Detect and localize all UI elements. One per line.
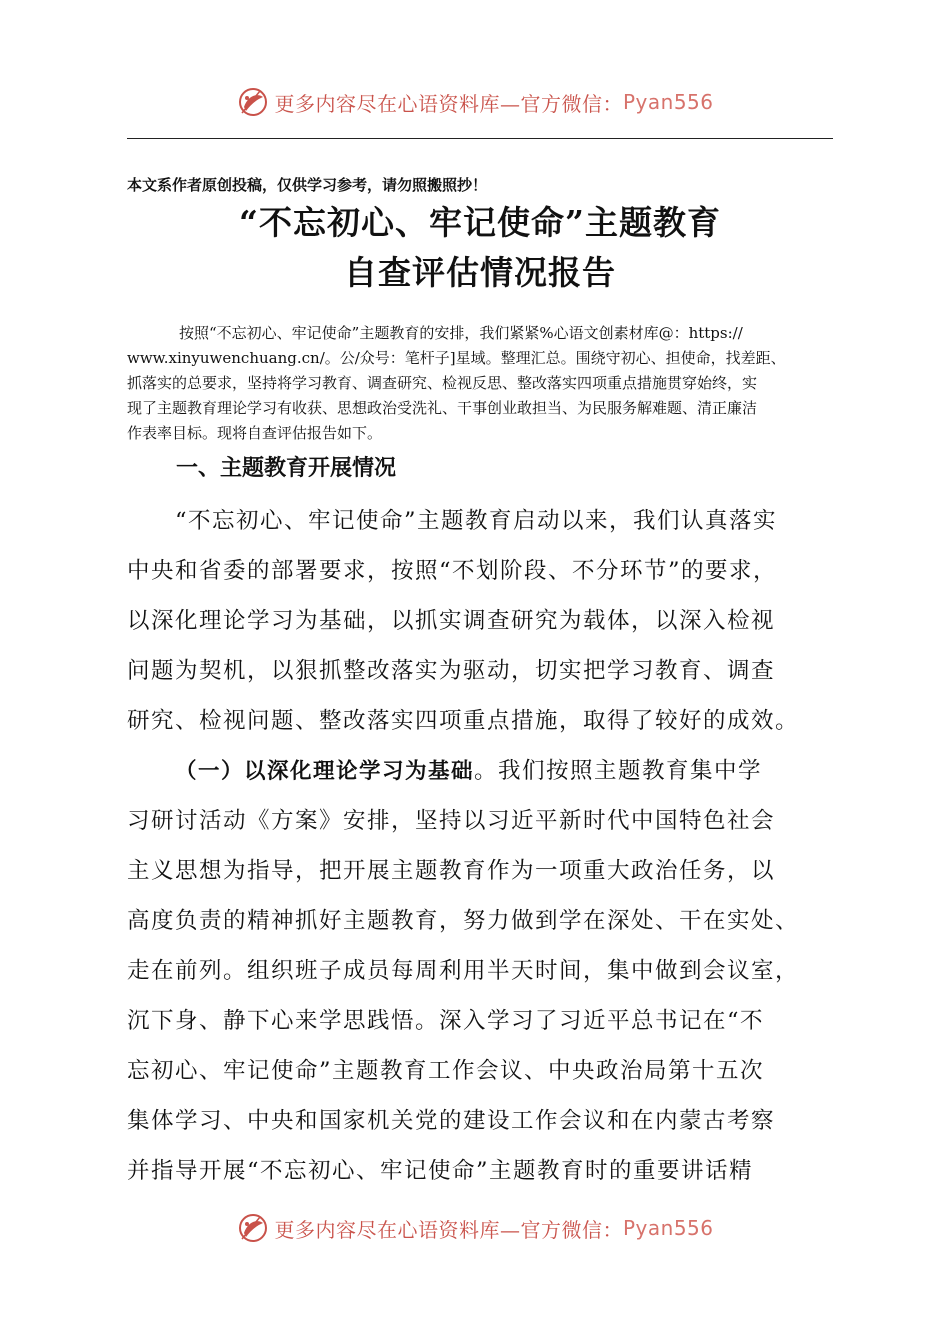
banner-text: 更多内容尽在心语资料库—官方微信： [274, 1217, 623, 1242]
doc-title-line-1: “不忘初心、牢记使命”主题教育 [239, 203, 721, 242]
body-line: “不忘初心、牢记使命”主题教育启动以来，我们认真落实 [175, 508, 778, 534]
brand-logo-icon [236, 1211, 270, 1245]
intro-line: 抓落实的总要求，坚持将学习教育、调查研究、检视反思、整改落实四项重点措施贯穿始终，实 [127, 374, 758, 392]
copyright-notice: 本文系作者原创投稿，仅供学习参考，请勿照搬照抄！ [127, 176, 488, 194]
intro-line: 按照“不忘初心、牢记使命”主题教育的安排，我们紧紧%心语文创素材库@：https:// [179, 324, 743, 342]
body-line: 主义思想为指导，把开展主题教育作为一项重大政治任务，以 [127, 858, 776, 884]
intro-line: 现了主题教育理论学习有收获、思想政治受洗礼、干事创业敢担当、为民服务解难题、清正廉洁 [127, 399, 758, 417]
body-text [127, 496, 833, 1196]
header-banner [0, 80, 950, 124]
body-line: 沉下身、静下心来学思践悟。深入学习了习近平总书记在“不 [127, 1008, 765, 1034]
body-line: 习研讨活动《方案》安排，坚持以习近平新时代中国特色社会 [127, 808, 776, 834]
subsection-first-line [127, 746, 833, 796]
intro-line: 作表率目标。现将自查评估报告如下。 [127, 424, 383, 442]
section-heading: 一、主题教育开展情况 [176, 456, 397, 481]
body-line: 集体学习、中央和国家机关党的建设工作会议和在内蒙古考察 [127, 1108, 776, 1134]
brand-logo-icon [236, 85, 270, 119]
subsection-first-text: 。我们按照主题教育集中学 [474, 758, 763, 784]
body-line: 并指导开展“不忘初心、牢记使命”主题教育时的重要讲话精 [127, 1158, 754, 1184]
banner-wechat-id: Pyan556 [622, 1216, 714, 1240]
body-line: 问题为契机，以狠抓整改落实为驱动，切实把学习教育、调查 [127, 658, 776, 684]
body-line: 中央和省委的部署要求，按照“不划阶段、不分环节”的要求， [127, 558, 778, 584]
footer-banner [0, 1206, 950, 1250]
header-divider [127, 138, 833, 139]
intro-paragraph [127, 321, 833, 446]
doc-title-line-2: 自查评估情况报告 [344, 253, 616, 292]
subsection-title: （一）以深化理论学习为基础 [175, 759, 475, 784]
body-line: 忘初心、牢记使命”主题教育工作会议、中央政治局第十五次 [127, 1058, 765, 1084]
banner-text: 更多内容尽在心语资料库—官方微信： [274, 91, 623, 116]
intro-line: www.xinyuwenchuang.cn/。公/众号：笔杆子]星域。整理汇总。围绕守初心、担使命，找差距、 [127, 349, 786, 367]
banner-wechat-id: Pyan556 [622, 90, 714, 114]
body-line: 以深化理论学习为基础，以抓实调查研究为载体，以深入检视 [127, 608, 776, 634]
body-line: 研究、检视问题、整改落实四项重点措施，取得了较好的成效。 [127, 708, 800, 734]
body-line: 走在前列。组织班子成员每周利用半天时间，集中做到会议室， [127, 958, 800, 984]
body-line: 高度负责的精神抓好主题教育，努力做到学在深处、干在实处、 [127, 908, 800, 934]
